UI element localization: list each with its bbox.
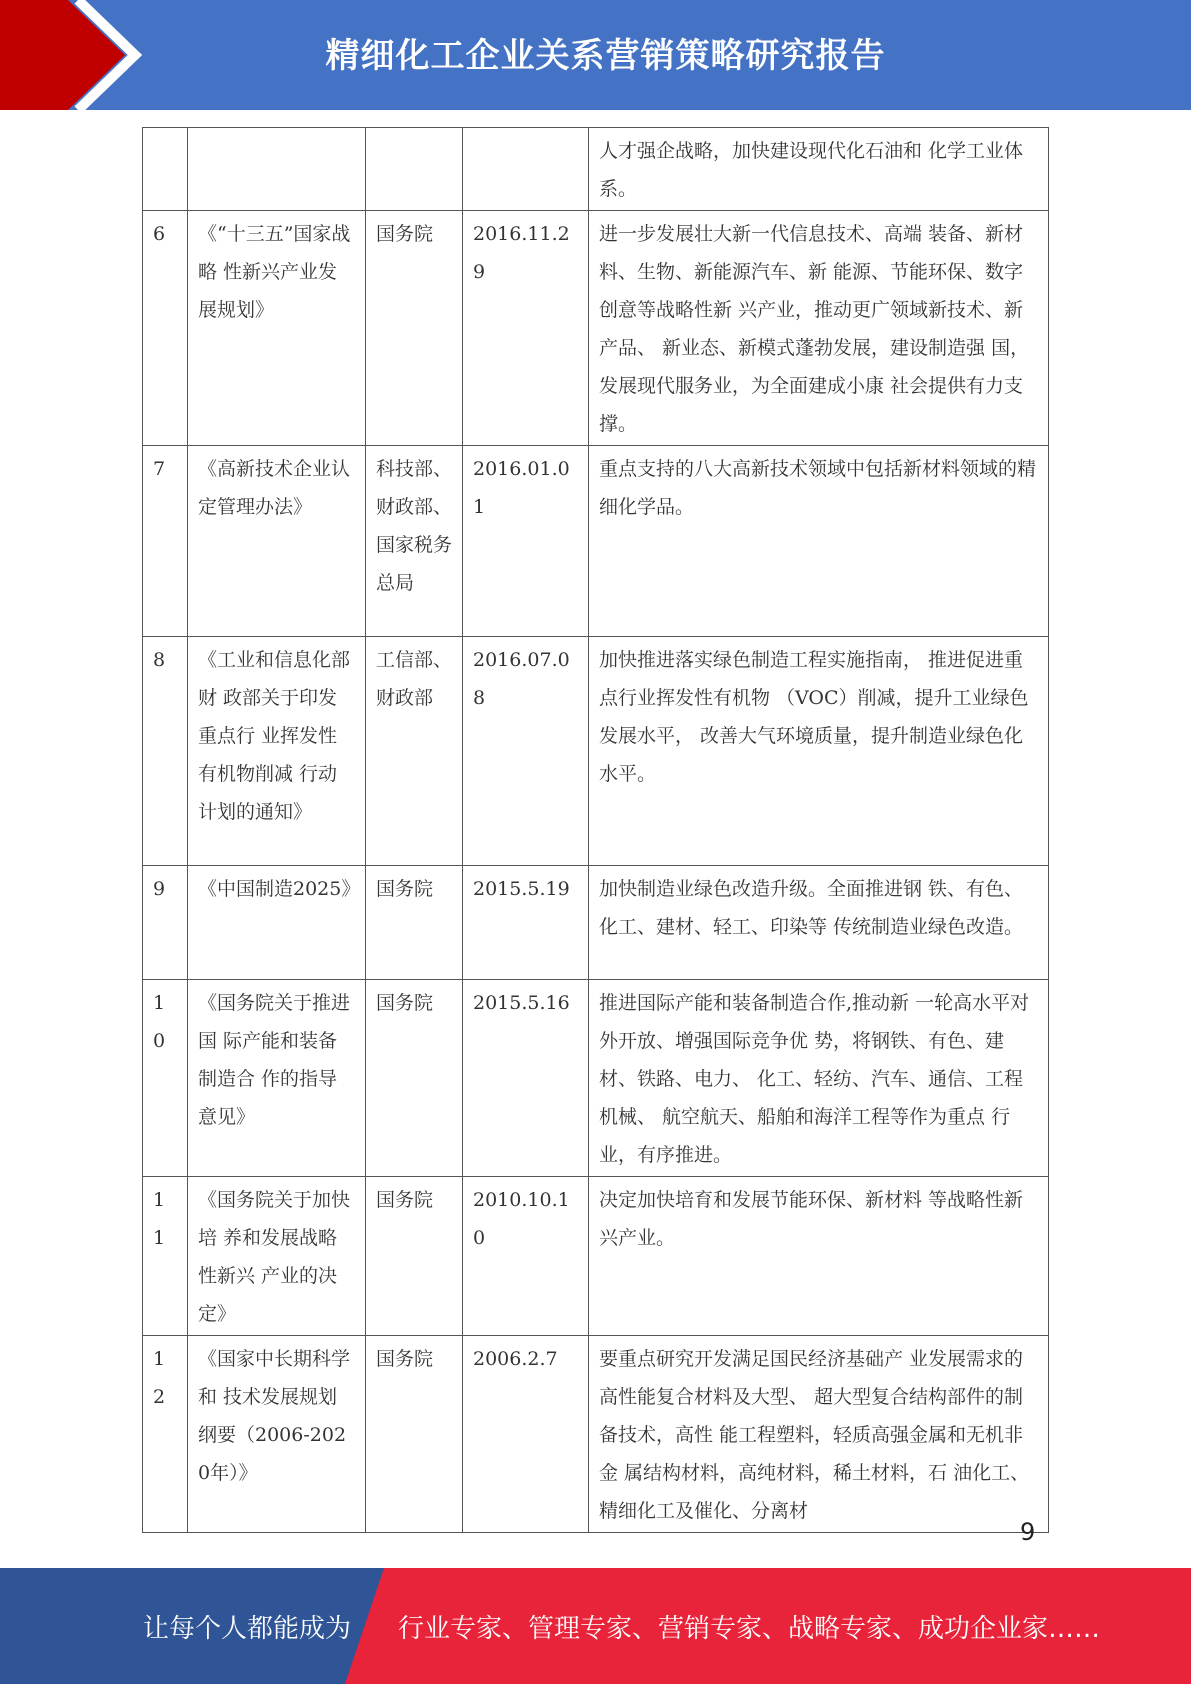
table-row — [143, 446, 1049, 637]
row-number-cell: 9 — [143, 866, 188, 980]
issuing-dept-cell: 国务院 — [366, 980, 463, 1177]
issue-date-cell — [463, 128, 589, 211]
table-row — [143, 128, 1049, 211]
issuing-dept-cell: 工信部、 财政部 — [366, 637, 463, 866]
issuing-dept-cell: 国务院 — [366, 866, 463, 980]
policy-name-cell: 《国务院关于加快培 养和发展战略性新兴 产业的决定》 — [188, 1177, 366, 1336]
policy-name-cell: 《“十三五”国家战略 性新兴产业发展规划》 — [188, 211, 366, 446]
table-row — [143, 1336, 1049, 1533]
policy-name-cell: 《工业和信息化部财 政部关于印发重点行 业挥发性有机物削减 行动计划的通知》 — [188, 637, 366, 866]
page-footer — [0, 1568, 1191, 1684]
issuing-dept-cell: 国务院 — [366, 1336, 463, 1533]
issue-date-cell: 2010.10.10 — [463, 1177, 589, 1336]
row-number-cell: 8 — [143, 637, 188, 866]
policy-content-cell: 进一步发展壮大新一代信息技术、高端 装备、新材料、生物、新能源汽车、新 能源、节能环保、数字创意等战略性新 兴产业，推动更广领域新技术、新产品、 新业态、新模式蓬勃发展，建设制造强 国，发展现代服务业，为全面建成小康 社会提供有力支撑。 — [589, 211, 1049, 446]
issue-date-cell: 2016.11.29 — [463, 211, 589, 446]
row-number-cell: 6 — [143, 211, 188, 446]
policy-table — [142, 127, 1049, 1533]
policy-content-cell: 重点支持的八大高新技术领域中包括新材料领域的精细化学品。 — [589, 446, 1049, 637]
policy-name-cell — [188, 128, 366, 211]
issue-date-cell: 2015.5.19 — [463, 866, 589, 980]
table-row — [143, 866, 1049, 980]
policy-name-cell: 《中国制造2025》 — [188, 866, 366, 980]
issue-date-cell: 2016.07.08 — [463, 637, 589, 866]
row-number-cell: 10 — [143, 980, 188, 1177]
policy-content-cell: 决定加快培育和发展节能环保、新材料 等战略性新兴产业。 — [589, 1177, 1049, 1336]
policy-content-cell: 要重点研究开发满足国民经济基础产 业发展需求的高性能复合材料及大型、 超大型复合结构部件的制备技术，高性 能工程塑料，轻质高强金属和无机非金 属结构材料，高纯材料，稀土材料，石 油化工、精细化工及催化、分离材 — [589, 1336, 1049, 1533]
row-number-cell: 7 — [143, 446, 188, 637]
issuing-dept-cell: 国务院 — [366, 1177, 463, 1336]
policy-content-cell: 推进国际产能和装备制造合作,推动新 一轮高水平对外开放、增强国际竞争优 势，将钢铁、有色、建材、铁路、电力、 化工、轻纺、汽车、通信、工程机械、 航空航天、船舶和海洋工程等作为重点 行业，有序推进。 — [589, 980, 1049, 1177]
table-row — [143, 980, 1049, 1177]
table-row — [143, 211, 1049, 446]
issuing-dept-cell — [366, 128, 463, 211]
issue-date-cell: 2016.01.01 — [463, 446, 589, 637]
policy-content-cell: 人才强企战略，加快建设现代化石油和 化学工业体系。 — [589, 128, 1049, 211]
page-number: 9 — [1020, 1518, 1036, 1546]
table-row — [143, 1177, 1049, 1336]
issuing-dept-cell: 科技部、财政部、国家税务 总局 — [366, 446, 463, 637]
issue-date-cell: 2015.5.16 — [463, 980, 589, 1177]
row-number-cell — [143, 128, 188, 211]
row-number-cell: 12 — [143, 1336, 188, 1533]
policy-name-cell: 《国务院关于推进国 际产能和装备制造合 作的指导意见》 — [188, 980, 366, 1177]
policy-content-cell: 加快制造业绿色改造升级。全面推进钢 铁、有色、化工、建材、轻工、印染等 传统制造业绿色改造。 — [589, 866, 1049, 980]
report-title: 精细化工企业关系营销策略研究报告 — [325, 36, 886, 76]
issuing-dept-cell: 国务院 — [366, 211, 463, 446]
page-header — [0, 0, 1191, 110]
table-row — [143, 637, 1049, 866]
policy-content-cell: 加快推进落实绿色制造工程实施指南， 推进促进重点行业挥发性有机物 （VOC）削减，提升工业绿色发展水平， 改善大气环境质量，提升制造业绿色化 水平。 — [589, 637, 1049, 866]
policy-name-cell: 《高新技术企业认定管理办法》 — [188, 446, 366, 637]
issue-date-cell: 2006.2.7 — [463, 1336, 589, 1533]
footer-slogan-left: 让每个人都能成为 — [143, 1614, 352, 1644]
policy-name-cell: 《国家中长期科学和 技术发展规划纲要（2006-2020年）》 — [188, 1336, 366, 1533]
row-number-cell: 11 — [143, 1177, 188, 1336]
footer-slogan-right: 行业专家、管理专家、营销专家、战略专家、成功企业家…… — [398, 1614, 1101, 1644]
